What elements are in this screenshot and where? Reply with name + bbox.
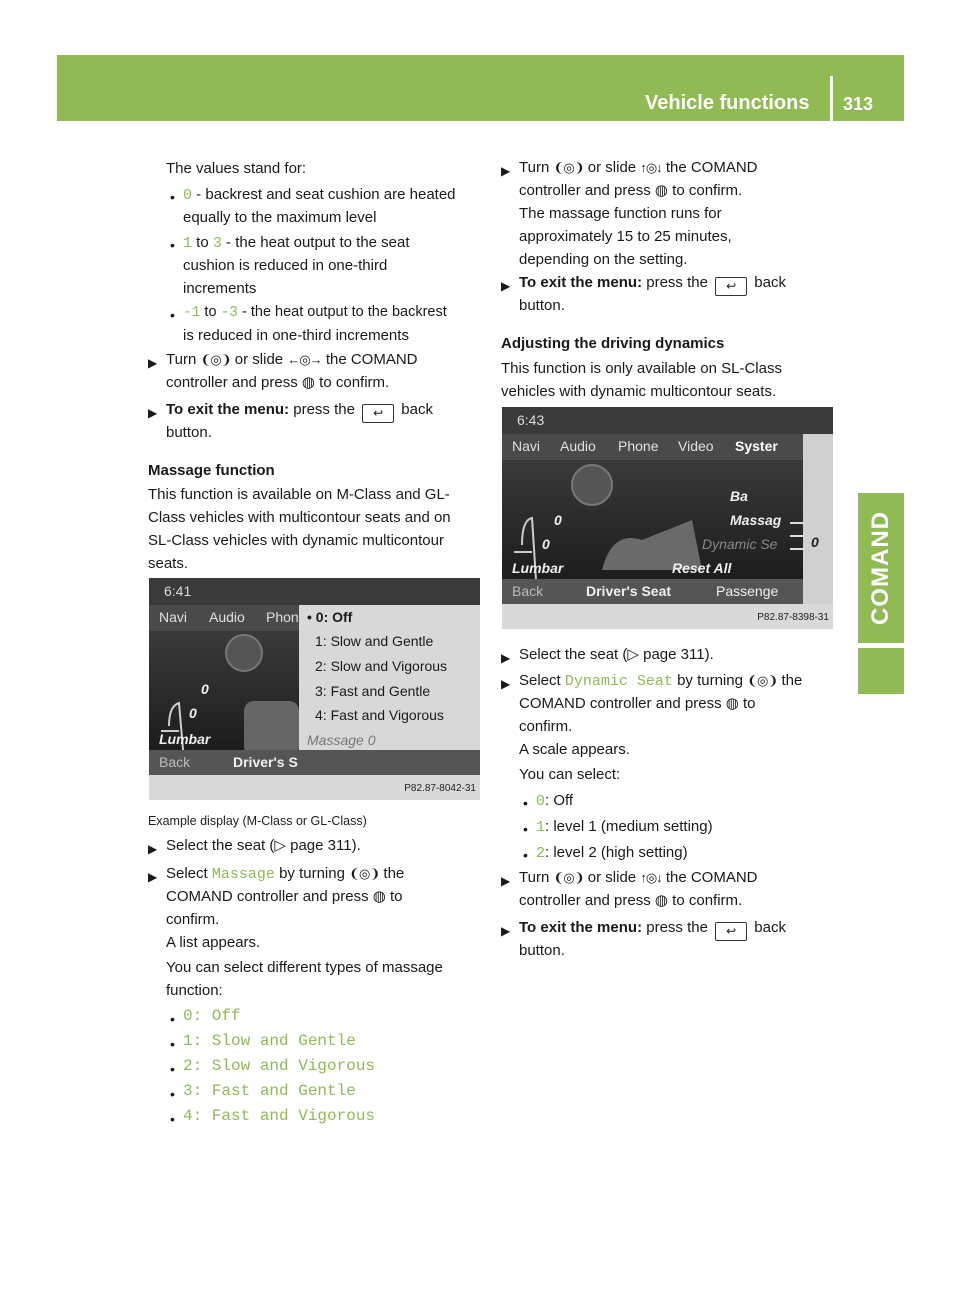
- menu-item: Navi: [159, 609, 188, 625]
- bullet: •: [523, 847, 528, 863]
- menu-item: Phone: [618, 438, 659, 454]
- instruction-step: To exit the menu: press the ↩ back: [519, 271, 786, 296]
- instruction-step-cont: approximately 15 to 25 minutes,: [519, 228, 732, 245]
- instruction-step: Select the seat (▷ page 311).: [166, 837, 361, 854]
- scale-mark: [790, 522, 804, 524]
- massage-option: 3: Fast and Gentle: [183, 1082, 356, 1100]
- controller-slide-lr-icon: ←◎→: [287, 352, 322, 367]
- bullet: •: [170, 1011, 175, 1027]
- page-number: 313: [843, 94, 874, 114]
- step-arrow-icon: ▶: [501, 164, 511, 178]
- menu-option: 3: Fast and Gentle: [315, 683, 431, 699]
- level-option: 1: level 1 (medium setting): [536, 818, 713, 836]
- instruction-step-cont: button.: [519, 942, 565, 959]
- paragraph-line: seats.: [148, 555, 189, 572]
- instruction-step-cont: controller and press ◍ to confirm.: [166, 374, 390, 391]
- paragraph-line: This function is only available on SL-Class: [501, 360, 782, 377]
- bullet: •: [170, 1061, 175, 1077]
- level-option: 2: level 2 (high setting): [536, 844, 688, 862]
- menu-option: 4: Fast and Vigorous: [315, 707, 444, 723]
- menu-item: Video: [678, 438, 714, 454]
- controller-turn-icon: ❨◎❩: [349, 866, 380, 881]
- step-arrow-icon: ▶: [501, 874, 511, 888]
- controller-press-icon: ◍: [372, 888, 386, 905]
- section-heading: Massage function: [148, 462, 275, 479]
- bullet: •: [170, 237, 175, 253]
- step-arrow-icon: ▶: [501, 924, 511, 938]
- drivers-seat-label: Driver's Seat: [586, 583, 672, 599]
- controller-slide-ud-icon: ↑◎↓: [640, 160, 662, 175]
- scale-value: 0: [811, 534, 819, 550]
- instruction-step: To exit the menu: press the ↩ back: [519, 916, 786, 941]
- step-arrow-icon: ▶: [148, 842, 158, 856]
- instruction-step: Turn ❨◎❩ or slide ↑◎↓ the COMAND: [519, 869, 758, 886]
- list-item-cont: increments: [183, 280, 257, 297]
- instruction-step-cont: A scale appears.: [519, 741, 630, 758]
- instruction-step-cont: confirm.: [519, 718, 573, 735]
- list-item: 0 - backrest and seat cushion are heated: [183, 186, 456, 204]
- instruction-step: Turn ❨◎❩ or slide ↑◎↓ the COMAND: [519, 159, 758, 176]
- page-ref-icon: ▷: [274, 837, 286, 854]
- main-menu-bar: [502, 434, 833, 460]
- instruction-step-cont: The massage function runs for: [519, 205, 722, 222]
- values-intro: The values stand for:: [166, 160, 307, 177]
- list-item-cont: is reduced in one-third increments: [183, 327, 409, 344]
- section-heading: Adjusting the driving dynamics: [501, 335, 725, 352]
- instruction-step: Select Dynamic Seat by turning ❨◎❩ the: [519, 672, 803, 690]
- massage-label: Massag: [730, 512, 782, 528]
- instruction-step-cont: controller and press ◍ to confirm.: [519, 892, 743, 909]
- bullet: •: [170, 189, 175, 205]
- display-screenshot-dynamic: [502, 407, 833, 629]
- massage-option: 1: Slow and Gentle: [183, 1032, 356, 1050]
- controller-turn-icon: ❨◎❩: [553, 870, 584, 885]
- figure-reference: P82.87-8042-31: [404, 783, 476, 794]
- step-arrow-icon: ▶: [501, 651, 511, 665]
- menu-item: Phon: [266, 609, 299, 625]
- instruction-step-cont: function:: [166, 982, 223, 999]
- scale-panel: [803, 434, 833, 604]
- back-button-icon: ↩: [715, 922, 747, 941]
- bass-label: Ba: [730, 488, 748, 504]
- instruction-step: Turn ❨◎❩ or slide ←◎→ the COMAND: [166, 351, 418, 368]
- controller-press-icon: ◍: [654, 182, 668, 199]
- lumbar-label: Lumbar: [512, 560, 564, 576]
- footer-bar: [502, 579, 803, 604]
- menu-option: 2: Slow and Vigorous: [315, 658, 448, 674]
- controller-turn-icon: ❨◎❩: [747, 673, 778, 688]
- bullet: •: [170, 1111, 175, 1127]
- lumbar-label: Lumbar: [159, 731, 211, 747]
- paragraph-line: SL-Class vehicles with dynamic multicontour: [148, 532, 444, 549]
- instruction-step-cont: button.: [519, 297, 565, 314]
- section-title: Vehicle functions: [645, 92, 810, 114]
- reset-all-label: Reset All: [672, 560, 732, 576]
- controller-turn-icon: ❨◎❩: [200, 352, 231, 367]
- back-label: Back: [159, 754, 191, 770]
- menu-item-active: Syster: [735, 438, 778, 454]
- level-option: 0: Off: [536, 792, 574, 810]
- drivers-seat-label: Driver's S: [233, 754, 298, 770]
- massage-option: 4: Fast and Vigorous: [183, 1107, 376, 1125]
- instruction-step-cont: confirm.: [166, 911, 220, 928]
- menu-item: Navi: [512, 438, 541, 454]
- instruction-step: Select Massage by turning ❨◎❩ the: [166, 865, 405, 883]
- instruction-step: Select the seat (▷ page 311).: [519, 646, 714, 663]
- controller-turn-icon: ❨◎❩: [553, 160, 584, 175]
- page-ref-icon: ▷: [627, 646, 639, 663]
- controller-press-icon: ◍: [301, 374, 315, 391]
- instruction-step-cont: button.: [166, 424, 212, 441]
- bullet: •: [170, 1036, 175, 1052]
- paragraph-line: vehicles with dynamic multicontour seats.: [501, 383, 777, 400]
- instruction-step-cont: controller and press ◍ to confirm.: [519, 182, 743, 199]
- back-button-icon: ↩: [362, 404, 394, 423]
- side-tab-label: COMAND: [867, 511, 894, 625]
- list-item: 1 to 3 - the heat output to the seat: [183, 234, 410, 252]
- step-arrow-icon: ▶: [148, 356, 158, 370]
- value-label: 0: [201, 681, 209, 697]
- step-arrow-icon: ▶: [148, 870, 158, 884]
- step-arrow-icon: ▶: [501, 279, 511, 293]
- scale-mark: [790, 535, 804, 537]
- controller-press-icon: ◍: [725, 695, 739, 712]
- bullet: •: [523, 795, 528, 811]
- instruction-step-cont: You can select:: [519, 766, 621, 783]
- massage-option: 0: Off: [183, 1007, 241, 1025]
- status-bar: [502, 407, 833, 434]
- clock: 6:41: [164, 583, 192, 599]
- menu-option-selected: • 0: Off: [307, 609, 353, 625]
- dynamic-seat-label: Dynamic Se: [702, 536, 778, 552]
- paragraph-line: This function is available on M-Class and GL-: [148, 486, 450, 503]
- value-label: 0: [542, 536, 550, 552]
- menu-item: Audio: [560, 438, 596, 454]
- list-item-cont: equally to the maximum level: [183, 209, 377, 226]
- passenger-label: Passenge: [716, 583, 779, 599]
- bullet: •: [170, 307, 175, 323]
- controller-slide-ud-icon: ↑◎↓: [640, 870, 662, 885]
- step-arrow-icon: ▶: [501, 677, 511, 691]
- scale-mark: [790, 548, 804, 550]
- menu-footer-label: Massage 0: [307, 732, 376, 748]
- instruction-step-cont: You can select different types of massage: [166, 959, 443, 976]
- list-item: -1 to -3 - the heat output to the backrest: [183, 304, 447, 321]
- menu-option: 1: Slow and Gentle: [315, 633, 434, 649]
- figure-caption: Example display (M-Class or GL-Class): [148, 814, 367, 828]
- menu-item: Audio: [209, 609, 245, 625]
- instruction-step-cont: A list appears.: [166, 934, 261, 951]
- value-label: 0: [189, 705, 197, 721]
- clock: 6:43: [517, 412, 545, 428]
- figure-reference: P82.87-8398-31: [757, 612, 829, 623]
- bullet: •: [523, 821, 528, 837]
- instruction-step-cont: COMAND controller and press ◍ to: [166, 888, 403, 905]
- list-item-cont: cushion is reduced in one-third: [183, 257, 388, 274]
- paragraph-line: Class vehicles with multicontour seats and on: [148, 509, 451, 526]
- controller-press-icon: ◍: [654, 892, 668, 909]
- instruction-step-cont: depending on the setting.: [519, 251, 688, 268]
- back-button-icon: ↩: [715, 277, 747, 296]
- instruction-step: To exit the menu: press the ↩ back: [166, 398, 433, 423]
- bullet: •: [170, 1086, 175, 1102]
- instruction-step-cont: COMAND controller and press ◍ to: [519, 695, 756, 712]
- value-label: 0: [554, 512, 562, 528]
- step-arrow-icon: ▶: [148, 406, 158, 420]
- back-label: Back: [512, 583, 544, 599]
- massage-option: 2: Slow and Vigorous: [183, 1057, 376, 1075]
